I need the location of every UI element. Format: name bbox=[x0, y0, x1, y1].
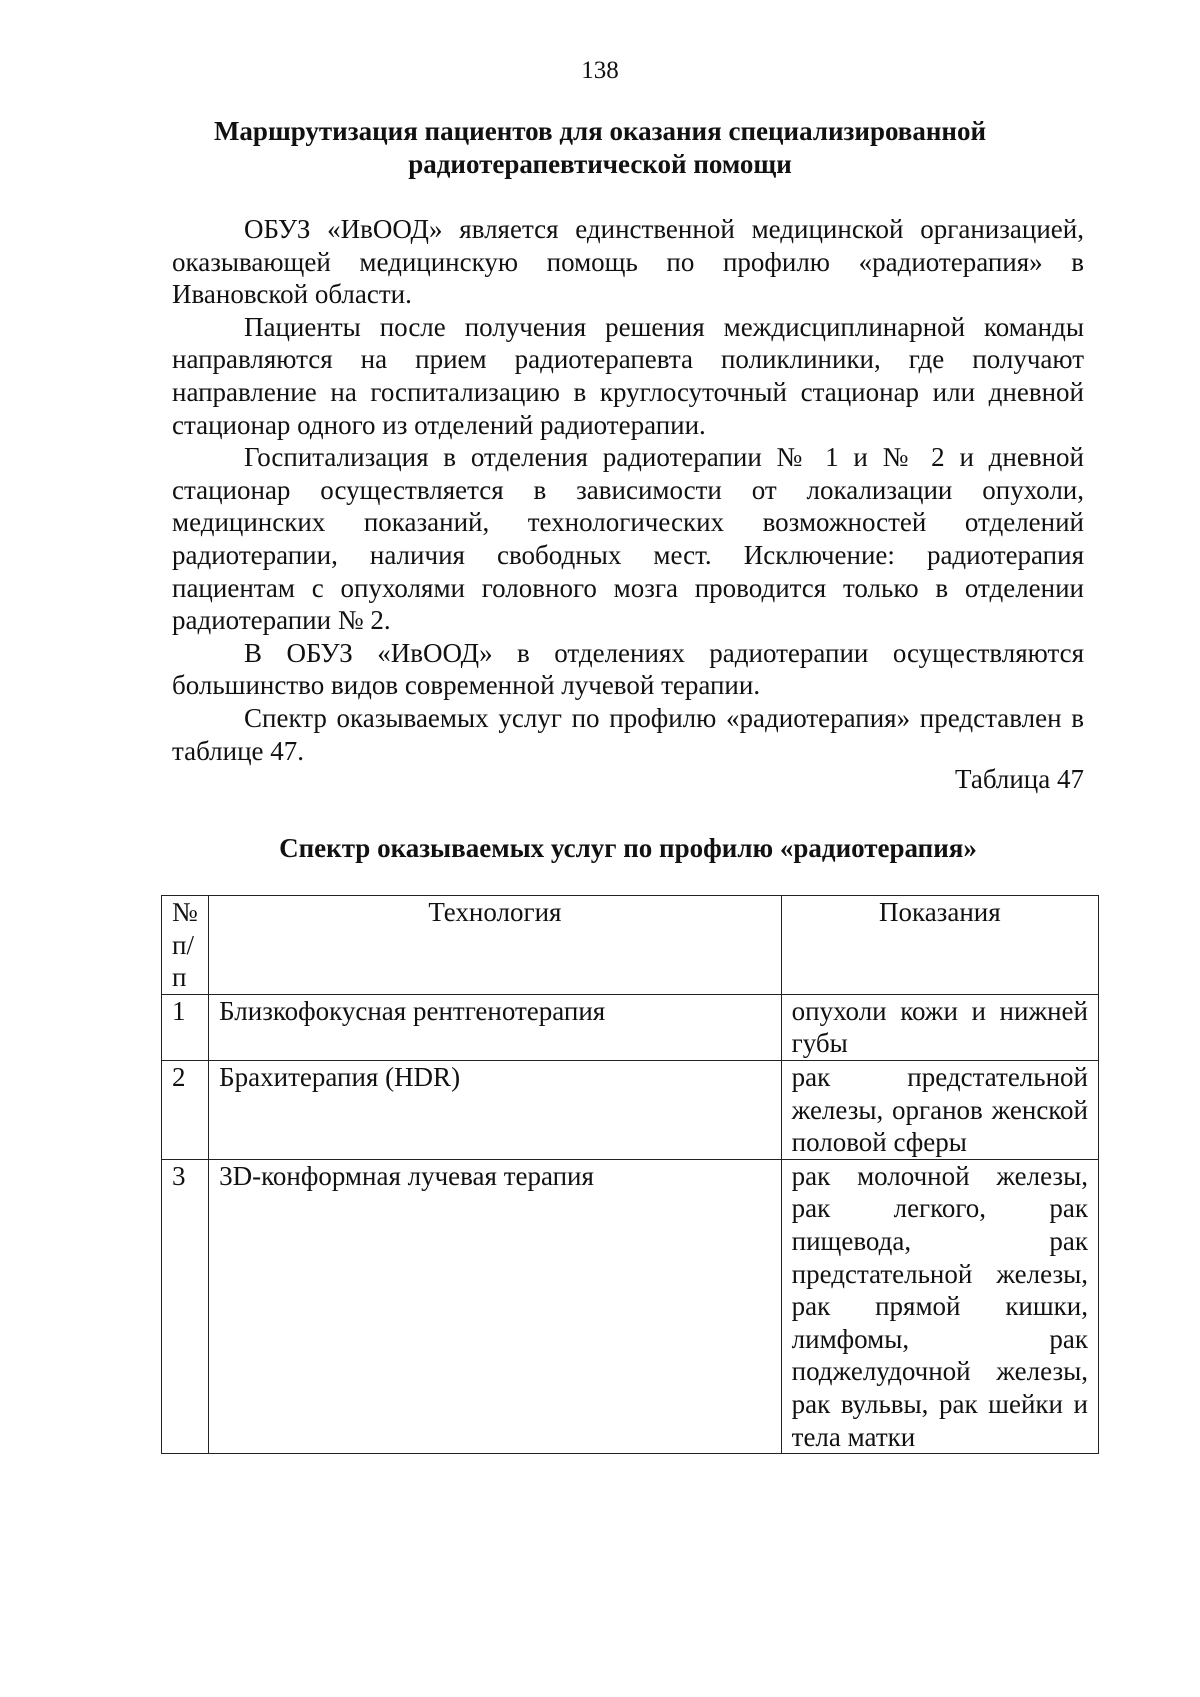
paragraph: Спектр оказываемых услуг по профилю «радиотерапия» представлен в таблице 47. bbox=[172, 702, 1084, 766]
table-header-row bbox=[162, 896, 1099, 995]
header-technology: Технология bbox=[209, 896, 781, 995]
services-table bbox=[161, 895, 1099, 1454]
paragraph: Пациенты после получения решения междисциплинарной команды направляются на прием радиотерапевта поликлиники, где получают направление на госпитализацию в круглосуточный стационар или дневной стационар одного из отделений радиотерапии. bbox=[172, 311, 1084, 440]
table-row bbox=[162, 1159, 1099, 1453]
row-num: 1 bbox=[162, 994, 209, 1060]
table-row bbox=[162, 994, 1099, 1060]
section-title-line-2: радиотерапевтической помощи bbox=[408, 149, 792, 179]
header-num: № п/п bbox=[162, 896, 209, 995]
paragraph: ОБУЗ «ИвООД» является единственной медицинской организацией, оказывающей медицинскую помощь по профилю «радиотерапия» в Ивановской области. bbox=[172, 214, 1084, 310]
row-indications: рак предстательной железы, органов женской половой сферы bbox=[781, 1060, 1098, 1159]
row-num: 2 bbox=[162, 1060, 209, 1159]
page-number: 138 bbox=[581, 57, 619, 84]
section-title bbox=[170, 115, 1030, 181]
table-row bbox=[162, 1060, 1099, 1159]
row-num: 3 bbox=[162, 1159, 209, 1453]
row-indications: рак молочной железы, рак легкого, рак пищевода, рак предстательной железы, рак прямой кишки, лимфомы, рак поджелудочной железы, рак вульвы, рак шейки и тела матки bbox=[781, 1159, 1098, 1453]
row-technology: 3D-конформная лучевая терапия bbox=[209, 1159, 781, 1453]
paragraph: В ОБУЗ «ИвООД» в отделениях радиотерапии осуществляются большинство видов современной лучевой терапии. bbox=[172, 637, 1084, 701]
body-text bbox=[172, 213, 1084, 767]
row-indications: опухоли кожи и нижней губы bbox=[781, 994, 1098, 1060]
table-caption: Таблица 47 bbox=[955, 764, 1084, 794]
table-title: Спектр оказываемых услуг по профилю «радиотерапия» bbox=[279, 833, 977, 863]
row-technology: Близкофокусная рентгенотерапия bbox=[209, 994, 781, 1060]
header-indications: Показания bbox=[781, 896, 1098, 995]
row-technology: Брахитерапия (HDR) bbox=[209, 1060, 781, 1159]
paragraph: Госпитализация в отделения радиотерапии № 1 и № 2 и дневной стационар осуществляется в зависимости от локализации опухоли, медицинских показаний, технологических возможностей отделений радиотерапии, наличия свободных мест. Исключение: радиотерапия пациентам с опухолями головного мозга проводится только в отделении радиотерапии № 2. bbox=[172, 442, 1084, 636]
section-title-line-1: Маршрутизация пациентов для оказания специализированной bbox=[213, 116, 987, 146]
